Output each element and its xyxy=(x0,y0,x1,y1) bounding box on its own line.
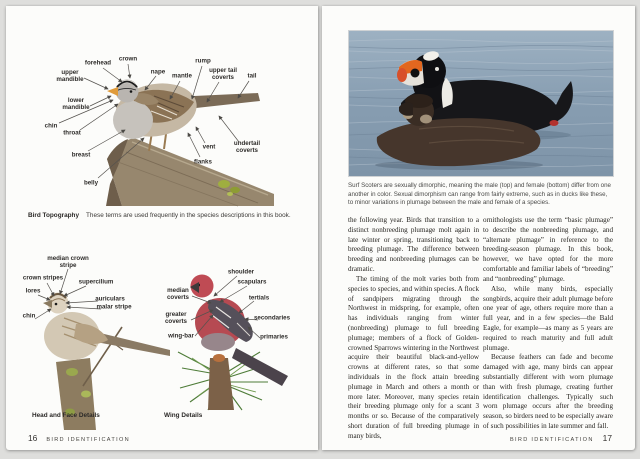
surf-scoter-photo xyxy=(348,30,614,177)
topography-caption xyxy=(28,212,304,220)
paragraph: Because feathers can fade and become damaged with age, many birds can appear substantially different with worn plumage than with fresh plumage, creating further identification challenges. Typically such worn plumage occurs after the breeding season, so birders need to be especially aware of such possibilities in late summer and fall. xyxy=(483,353,614,431)
sparrow-headface-photo xyxy=(35,269,170,430)
topo-label-flanks: flanks xyxy=(194,158,212,166)
grosbeak-wing-photo xyxy=(178,275,291,411)
wing-label-wing-bar: wing-bar xyxy=(168,332,194,340)
topo-label-undertail-coverts: undertail coverts xyxy=(233,139,261,154)
headface-label-median-crown-stripe: median crown stripe xyxy=(47,254,89,269)
topo-label-nape: nape xyxy=(150,68,166,76)
surf-scoter-artwork xyxy=(349,31,613,176)
topo-label-chin: chin xyxy=(44,122,58,130)
topo-label-belly: belly xyxy=(83,179,99,187)
topo-label-lower-mandible: lower mandible xyxy=(62,96,90,111)
topo-label-tail: tail xyxy=(247,72,257,80)
headface-label-lores: lores xyxy=(25,287,41,295)
left-page xyxy=(6,6,318,450)
headface-label-supercilium: supercilium xyxy=(78,278,114,286)
photo-caption: Surf Scoters are sexually dimorphic, meaning the male (top) and female (bottom) differ from one another in color. Sexual dimorphism can range from fairly extreme, such as in ducks like these, to minor variations in plumage between the male and female of a species. xyxy=(348,182,611,207)
text-column-2 xyxy=(483,216,613,432)
wing-label-median-coverts: median coverts xyxy=(166,286,189,301)
topo-label-breast: breast xyxy=(71,151,91,159)
wing-label-shoulder: shoulder xyxy=(227,268,255,276)
topo-label-vent: vent xyxy=(202,143,216,151)
topo-label-forehead: forehead xyxy=(84,59,112,67)
wing-caption-text: Wing Details xyxy=(164,412,203,419)
headface-label-malar-stripe: malar stripe xyxy=(96,303,132,311)
left-running-head: BIRD IDENTIFICATION xyxy=(46,437,130,443)
left-page-number: 16 xyxy=(28,433,38,443)
wing-label-primaries: primaries xyxy=(260,333,288,341)
right-page-footer xyxy=(510,428,612,446)
paragraph: The timing of the molt varies both from species to species, and within species. A flock of sandpipers migrating through the Northwest in midspring, for example, often has individuals ranging from winter (nonbreeding) plumage to full breeding plumage; members of a flock of Golden-crowned Sparrows wintering in the Northwest acquire their beautiful black-and-yellow crowns at different rates, so that some individuals in the flock attain breeding plumage in March and others a month or more later. Moreover, many species retain their breeding plumage only for a scant 3 months or so. Because of the comparatively short duration of full breeding plumage in many birds, xyxy=(348,274,480,440)
paragraph: Also, while many birds, especially songbirds, acquire their adult plumage before one year of age, others require more than a full year, and in a few species—the Bald Eagle, for example—as many as 5 years are required to reach maturity and full adult plumage. xyxy=(483,284,613,352)
topo-label-throat: throat xyxy=(63,129,81,137)
paragraph: the following year. Birds that transition to a distinct nonbreeding plumage molt again in late winter or spring, transitioning back to breeding plumage. The difference between breeding and nonbreeding plumages can be dramatic. xyxy=(348,216,479,274)
headface-caption xyxy=(32,412,100,420)
right-page-number: 17 xyxy=(602,433,612,443)
paragraph: ornithologists use the term “basic plumage” to describe the nonbreeding plumage, and “alternate plumage” in reference to the breeding-season plumage. In this book, however, we have opted for the more comfortable and familiar labels of “breeding” and “nonbreeding” plumage. xyxy=(483,216,613,283)
left-page-footer xyxy=(28,428,130,446)
headface-caption-text: Head and Face Details xyxy=(32,412,100,419)
headface-label-crown-stripes: crown stripes xyxy=(22,274,64,282)
headface-label-chin: chin xyxy=(22,312,36,320)
text-column-1 xyxy=(348,216,479,442)
topography-caption-text: These terms are used frequently in the species descriptions in this book. xyxy=(86,212,291,219)
wing-label-tertials: tertials xyxy=(248,294,270,302)
topo-label-crown: crown xyxy=(118,55,138,63)
wing-caption xyxy=(164,412,202,420)
wing-label-greater-coverts: greater coverts xyxy=(164,310,187,325)
topo-label-upper-tail-coverts: upper tail coverts xyxy=(209,66,237,81)
headface-label-auriculars: auriculars xyxy=(95,295,125,303)
topo-label-mantle: mantle xyxy=(172,72,192,80)
topo-label-rump: rump xyxy=(195,57,211,65)
wing-label-secondaries: secondaries xyxy=(253,314,291,322)
topo-label-upper-mandible: upper mandible xyxy=(56,68,84,83)
right-running-head: BIRD IDENTIFICATION xyxy=(510,437,594,443)
right-page xyxy=(322,6,635,450)
topography-caption-title: Bird Topography xyxy=(28,212,80,219)
wing-label-scapulars: scapulars xyxy=(237,278,267,286)
